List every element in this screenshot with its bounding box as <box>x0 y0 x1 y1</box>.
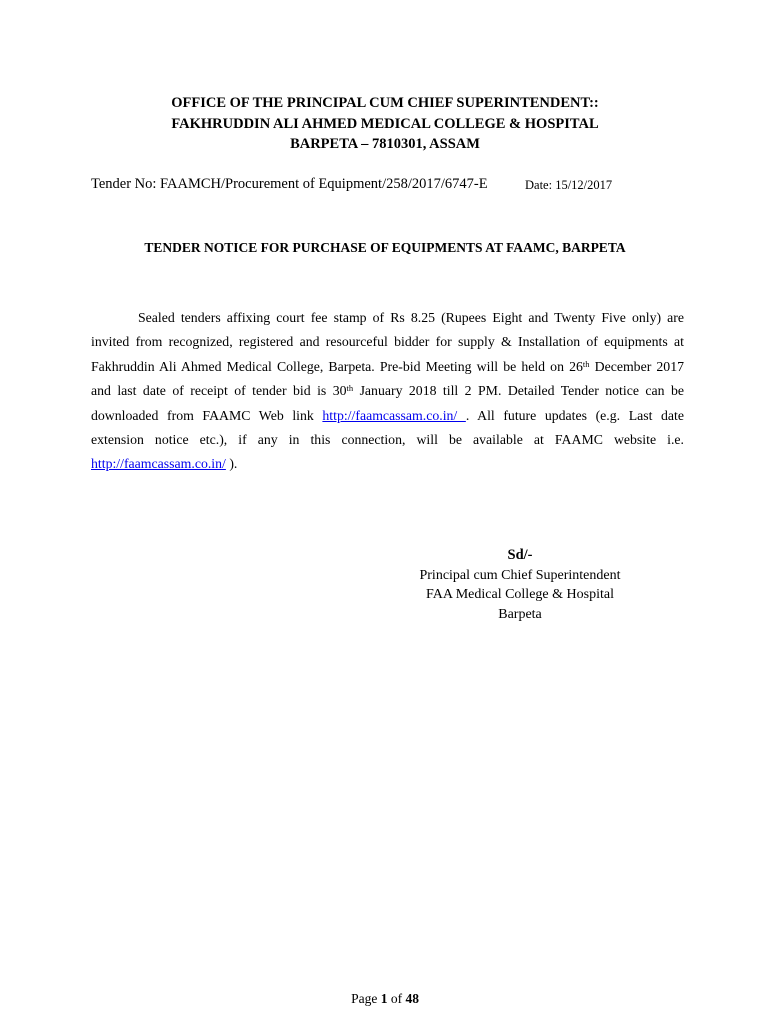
header-line-1: OFFICE OF THE PRINCIPAL CUM CHIEF SUPERINTENDENT:: <box>171 95 599 111</box>
signatory-place: Barpeta <box>498 606 542 622</box>
tender-info <box>91 176 631 193</box>
body-line-3: Fakhruddin Ali Ahmed Medical College, Barpeta. Pre-bid Meeting will be held on 26th December 2017 <box>91 358 684 374</box>
body-line-4: and last date of receipt of tender bid is 30th January 2018 till 2 PM. Detailed Tender notice can be <box>91 383 684 399</box>
header-line-3: BARPETA – 7810301, ASSAM <box>290 136 480 152</box>
faamc-web-link[interactable]: http://faamcassam.co.in/ <box>322 407 466 423</box>
body-line-5: downloaded from FAAMC Web link http://faamcassam.co.in/ . All future updates (e.g. Last date <box>91 407 685 423</box>
office-header <box>0 93 770 155</box>
body-line-6: extension notice etc.), if any in this connection, will be available at FAAMC website i.e. <box>91 431 684 447</box>
signatory-title: Principal cum Chief Superintendent <box>419 567 621 583</box>
total-pages: 48 <box>405 991 419 1006</box>
notice-title: TENDER NOTICE FOR PURCHASE OF EQUIPMENTS AT FAAMC, BARPETA <box>144 240 626 255</box>
body-line-2: invited from recognized, registered and resourceful bidder for supply & Installation of equipments at <box>91 334 684 350</box>
signature-block <box>380 546 660 624</box>
body-line-7: http://faamcassam.co.in/ ). <box>91 456 238 472</box>
tender-date: Date: 15/12/2017 <box>525 178 613 192</box>
faamc-website-link[interactable]: http://faamcassam.co.in/ <box>91 456 226 472</box>
page-number: Page 1 of 48 <box>351 991 419 1006</box>
notice-body <box>91 306 684 477</box>
signatory-institution: FAA Medical College & Hospital <box>426 587 614 602</box>
header-line-2: FAKHRUDDIN ALI AHMED MEDICAL COLLEGE & HOSPITAL <box>171 115 599 132</box>
body-line-1: Sealed tenders affixing court fee stamp of Rs 8.25 (Rupees Eight and Twenty Five only) are <box>138 310 684 325</box>
tender-number: Tender No: FAAMCH/Procurement of Equipment/258/2017/6747-E <box>91 176 488 192</box>
current-page: 1 <box>380 991 388 1006</box>
signature-sd: Sd/- <box>507 547 533 563</box>
